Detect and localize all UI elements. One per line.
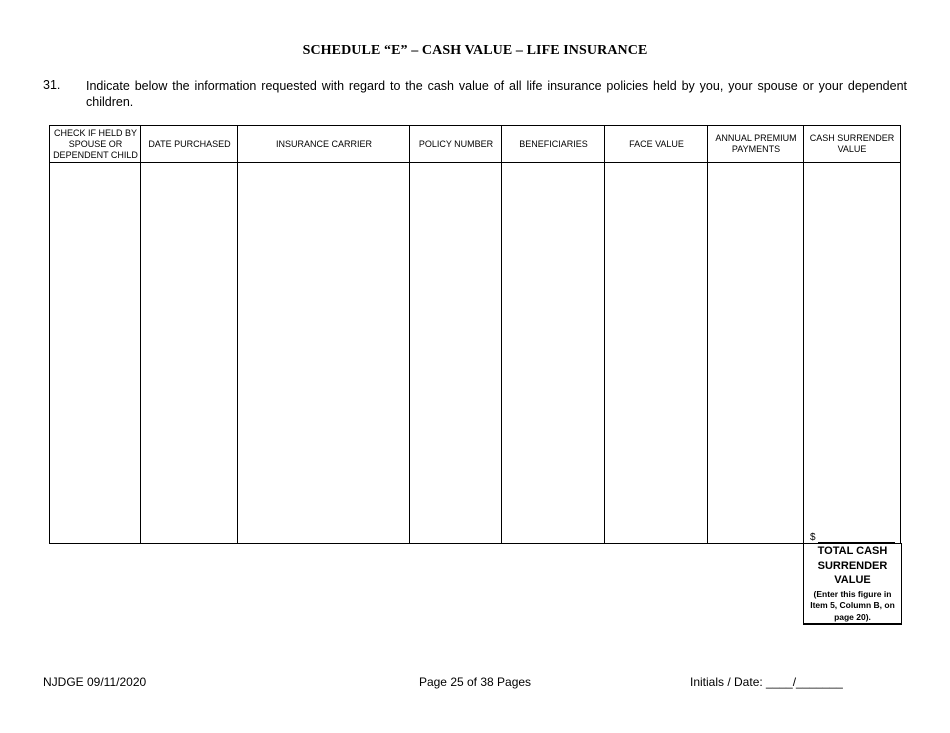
column-divider [409, 126, 410, 543]
form-id: NJDGE 09/11/2020 [43, 675, 147, 689]
column-divider [707, 126, 708, 543]
total-note: (Enter this figure in Item 5, Column B, on page 20). [810, 588, 895, 622]
page-indicator: Page 25 of 38 Pages [418, 675, 532, 689]
table-header-row [50, 126, 900, 163]
column-header-beneficiaries: BENEFICIARIES [519, 138, 588, 149]
column-header-insurance-carrier: INSURANCE CARRIER [275, 138, 372, 149]
total-cash-surrender-value-box [803, 543, 902, 625]
schedule-title: SCHEDULE “E” – CASH VALUE – LIFE INSURANCE [302, 43, 648, 58]
column-header-face-value: FACE VALUE [629, 138, 684, 149]
column-header-policy-number: POLICY NUMBER [418, 138, 494, 149]
column-divider [803, 126, 804, 543]
column-divider [140, 126, 141, 543]
item-number: 31. [43, 78, 61, 92]
column-divider [501, 126, 502, 543]
instructions-text: Indicate below the information requested with regard to the cash value of all life insurance policies held by you, your spouse or your dependent children. [86, 79, 907, 109]
dollar-sign: $ [810, 532, 816, 543]
life-insurance-table [49, 125, 901, 544]
column-header-annual-premium-payments: ANNUAL PREMIUM PAYMENTS [715, 133, 797, 154]
total-label: TOTAL CASH SURRENDER VALUE [817, 545, 888, 586]
column-header-date-purchased: DATE PURCHASED [148, 138, 231, 149]
column-divider [237, 126, 238, 543]
column-divider [604, 126, 605, 543]
initials-date[interactable]: Initials / Date: ____/_______ [690, 675, 843, 689]
column-header-cash-surrender-value: CASH SURRENDER VALUE [809, 133, 895, 154]
column-header-held-by-spouse-or-child: CHECK IF HELD BY SPOUSE OR DEPENDENT CHILD [53, 127, 138, 160]
